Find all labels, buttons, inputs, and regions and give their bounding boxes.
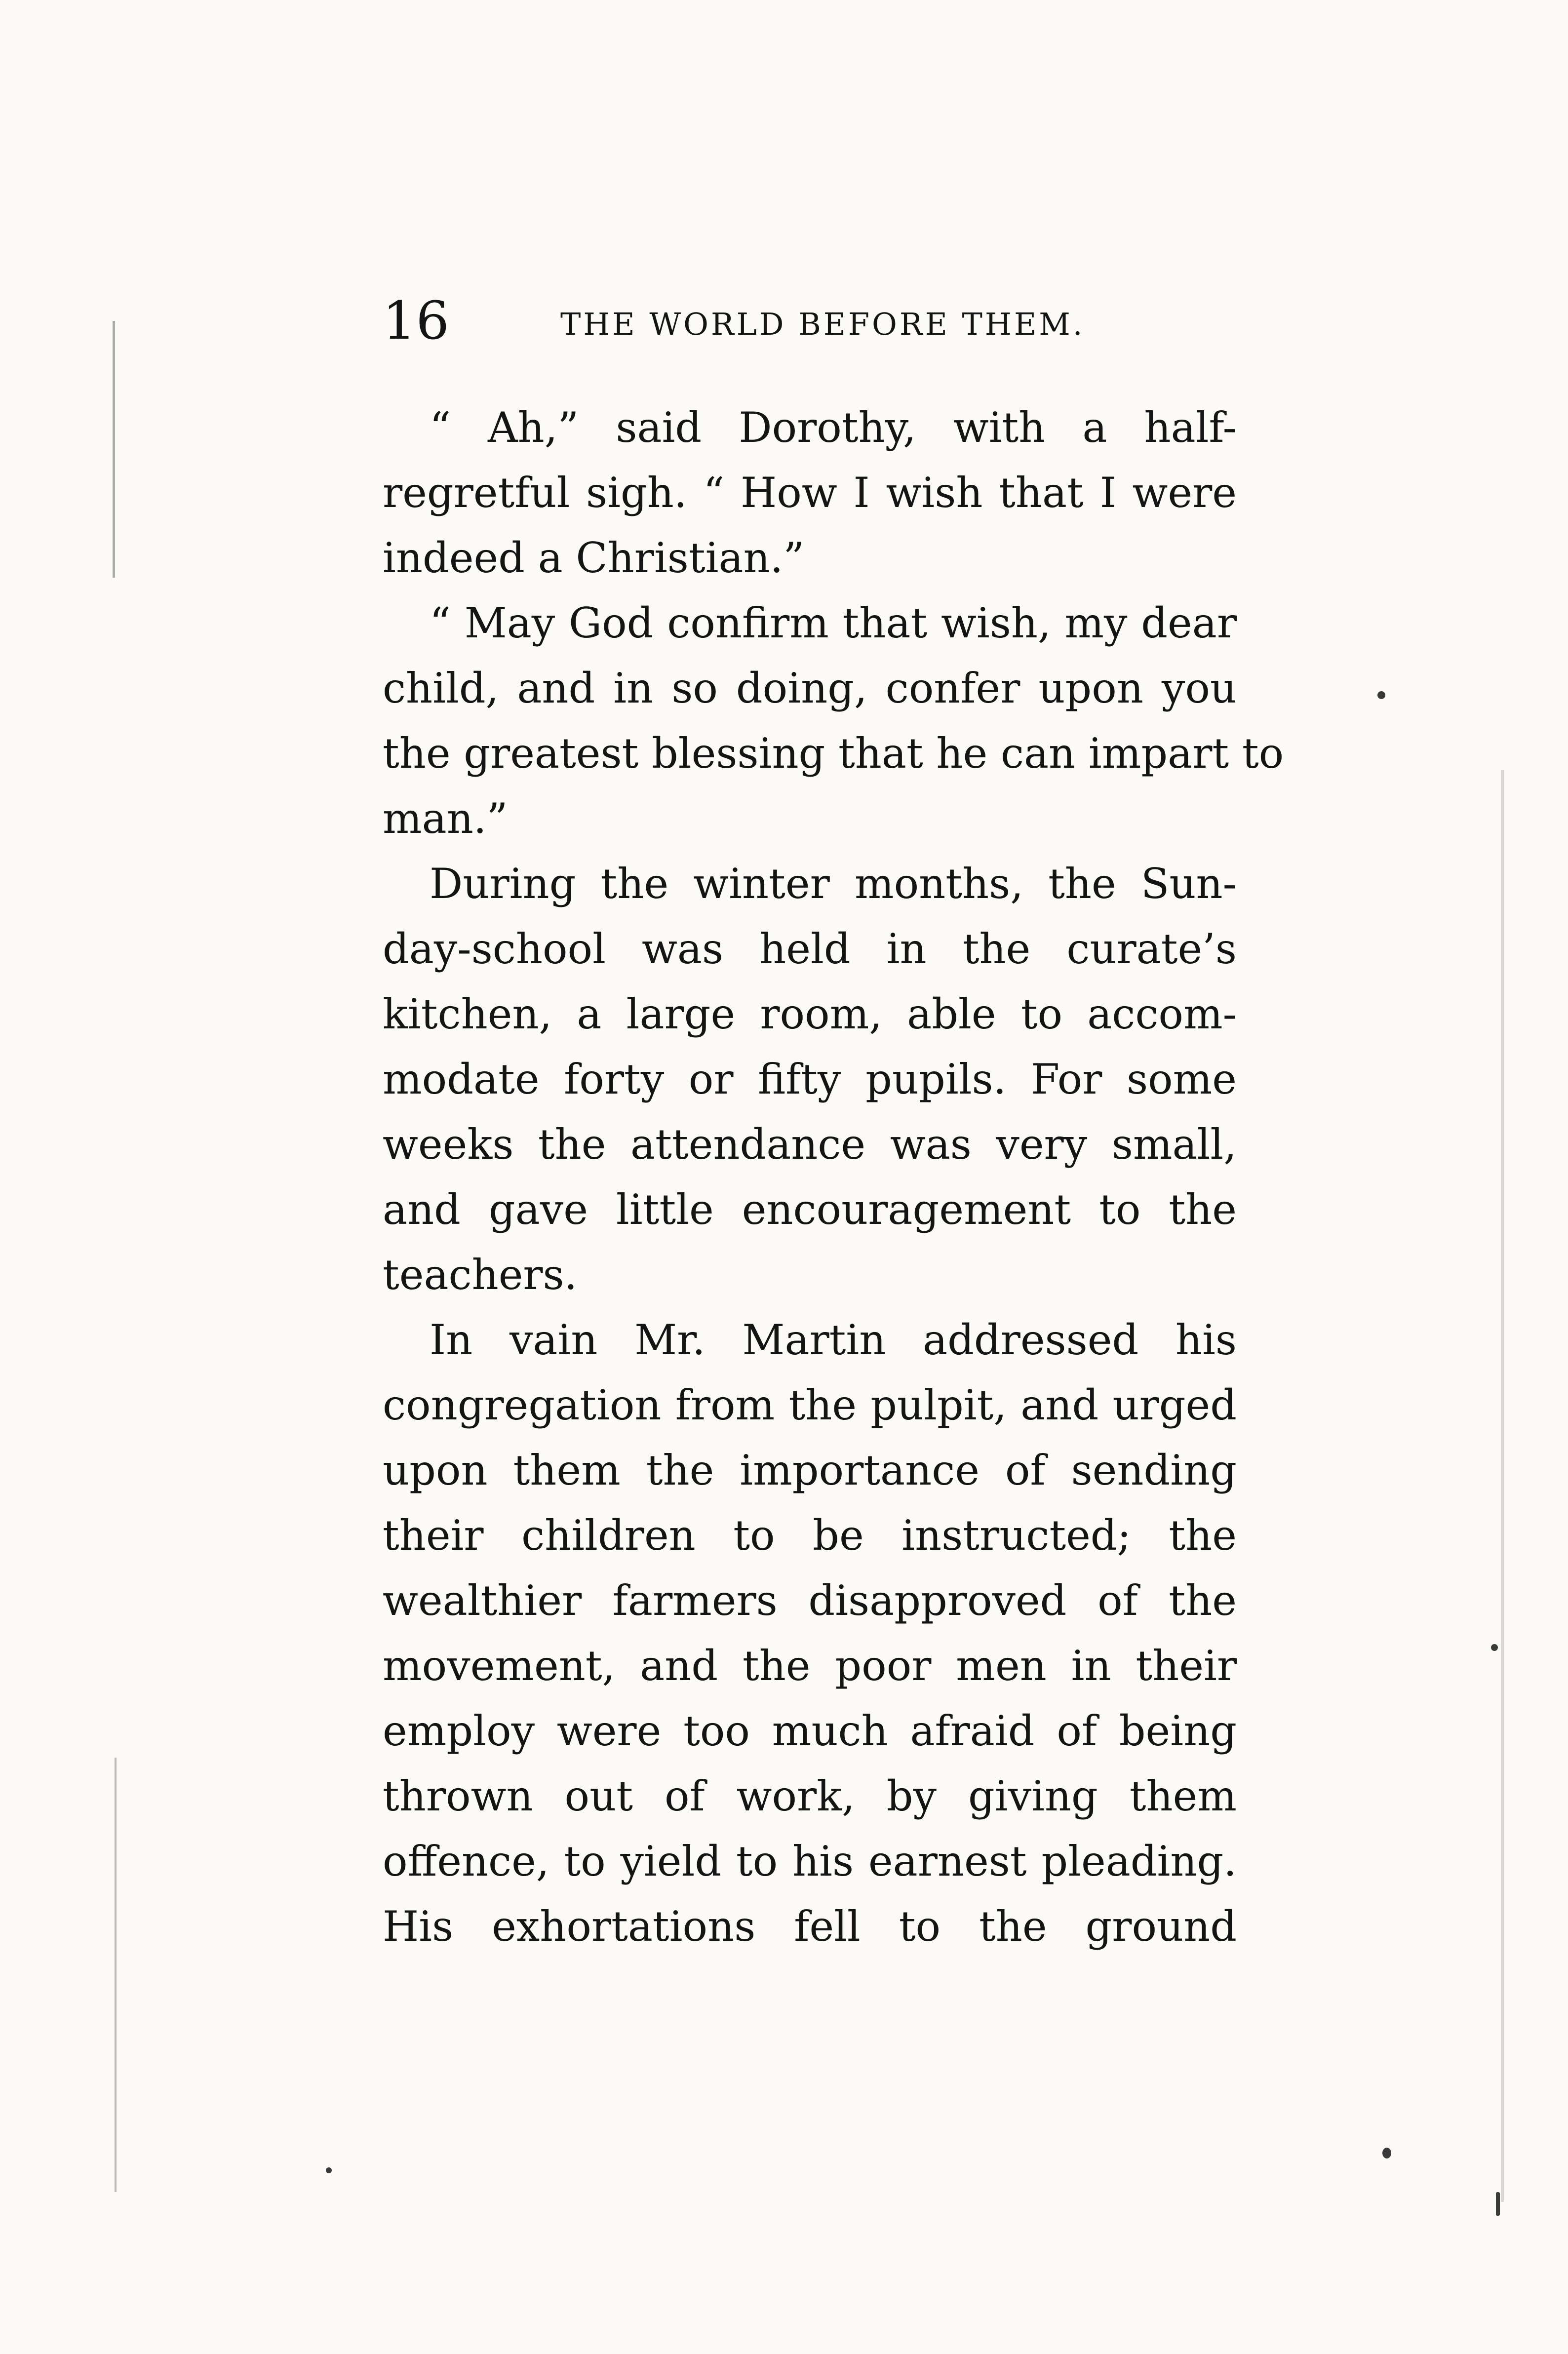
running-head: THE WORLD BEFORE THEM.	[560, 306, 1085, 342]
text-line: wealthier farmers disapproved of the	[383, 1576, 1237, 1625]
body-text	[383, 395, 1284, 1959]
text-line: kitchen, a large room, able to accom-	[383, 990, 1237, 1038]
text-line: the greatest blessing that he can impart to	[383, 729, 1284, 778]
text-line: offence, to yield to his earnest pleading.	[383, 1837, 1237, 1885]
text-line: teachers.	[383, 1251, 578, 1299]
paragraph	[383, 1307, 1237, 1959]
page-number: 16	[383, 290, 449, 351]
text-line: upon them the importance of sending	[383, 1446, 1237, 1494]
ink-speck	[1496, 2192, 1500, 2216]
right-margin-mark	[1501, 770, 1504, 2202]
text-line: modate forty or fifty pupils. For some	[383, 1055, 1237, 1103]
ink-speck	[1491, 1644, 1498, 1651]
ink-speck	[1382, 2148, 1391, 2158]
text-line: weeks the attendance was very small,	[383, 1120, 1237, 1169]
text-line: child, and in so doing, confer upon you	[383, 664, 1237, 712]
left-margin-mark-lower	[115, 1758, 117, 2192]
paragraph	[383, 851, 1237, 1307]
text-line: man.”	[383, 794, 508, 843]
paragraph	[383, 590, 1284, 851]
text-line: thrown out of work, by giving them	[383, 1772, 1237, 1820]
text-line: His exhortations fell to the ground	[383, 1902, 1237, 1951]
paragraph	[383, 395, 1237, 590]
text-line: In vain Mr. Martin addressed his	[430, 1316, 1237, 1364]
text-line: day-school was held in the curate’s	[383, 925, 1237, 973]
left-margin-mark	[113, 321, 115, 578]
text-line: “ May God confirm that wish, my dear	[430, 599, 1237, 647]
text-line: their children to be instructed; the	[383, 1511, 1237, 1560]
ink-speck	[1377, 691, 1385, 699]
text-line: and gave little encouragement to the	[383, 1185, 1237, 1234]
text-line: congregation from the pulpit, and urged	[383, 1381, 1237, 1429]
ink-speck	[326, 2167, 332, 2173]
text-line: “ Ah,” said Dorothy, with a half-	[430, 403, 1237, 452]
text-line: indeed a Christian.”	[383, 534, 805, 582]
text-line: employ were too much afraid of being	[383, 1707, 1237, 1755]
text-line: movement, and the poor men in their	[383, 1642, 1237, 1690]
text-line: regretful sigh. “ How I wish that I were	[383, 469, 1237, 517]
text-line: During the winter months, the Sun-	[430, 860, 1237, 908]
page-header	[383, 291, 1237, 351]
